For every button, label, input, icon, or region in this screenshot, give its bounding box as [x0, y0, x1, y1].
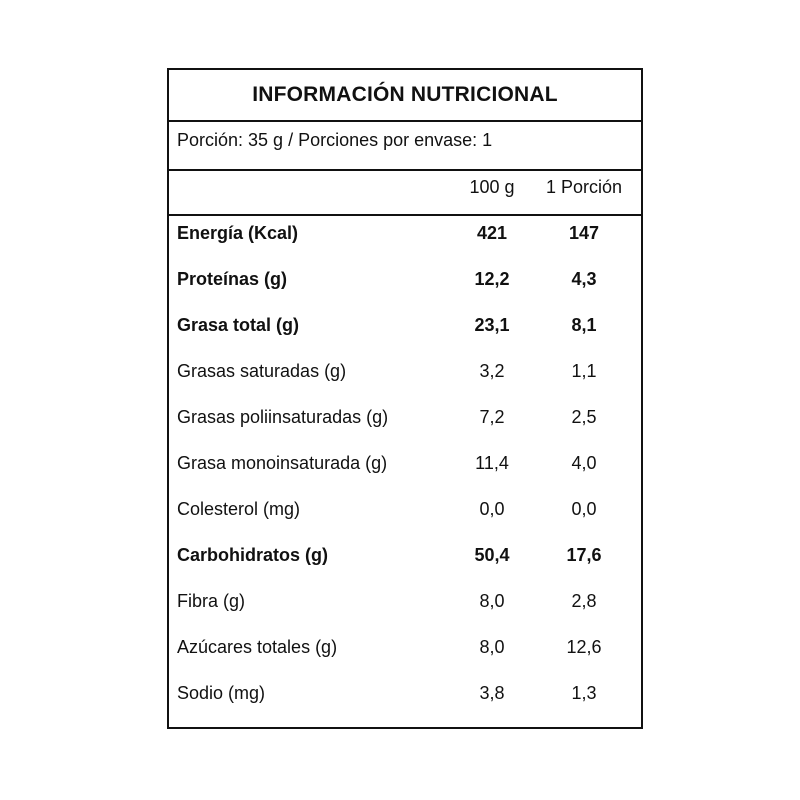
nutrient-value-per-100g: 3,8	[479, 683, 505, 703]
nutrient-name: Grasa monoinsaturada (g)	[177, 453, 388, 473]
nutrient-name: Grasa total (g)	[177, 315, 300, 335]
nutrient-value-per-portion: 1,1	[571, 361, 597, 381]
nutrient-name: Grasas saturadas (g)	[177, 361, 347, 381]
nutrient-name: Carbohidratos (g)	[177, 545, 328, 565]
nutrient-value-per-portion: 4,3	[571, 269, 597, 289]
label-title: INFORMACIÓN NUTRICIONAL	[169, 70, 641, 122]
nutrient-value-per-100g: 8,0	[479, 591, 505, 611]
nutrient-value-per-100g: 11,4	[475, 453, 509, 473]
nutrient-name: Proteínas (g)	[177, 269, 288, 289]
nutrient-name: Colesterol (mg)	[177, 499, 301, 519]
nutrient-value-per-portion: 8,1	[571, 315, 597, 335]
serving-info: Porción: 35 g / Porciones por envase: 1	[169, 122, 641, 171]
nutrient-row-carbohydrates	[169, 538, 641, 584]
nutrient-value-per-100g: 421	[476, 223, 508, 243]
nutrient-row-monounsaturated-fat	[169, 446, 641, 492]
nutrient-value-per-portion: 17,6	[566, 545, 602, 565]
nutrient-value-per-portion: 2,5	[571, 407, 597, 427]
nutrient-row-total-fat	[169, 308, 641, 354]
nutrient-value-per-100g: 23,1	[474, 315, 510, 335]
column-header-per-portion: 1 Porción	[545, 177, 623, 197]
nutrition-facts-label	[167, 68, 643, 729]
nutrient-value-per-portion: 12,6	[566, 637, 602, 657]
nutrient-value-per-100g: 7,2	[479, 407, 505, 427]
column-header-per-100g: 100 g	[469, 177, 515, 197]
nutrient-list	[169, 216, 641, 722]
nutrient-name: Fibra (g)	[177, 591, 246, 611]
nutrient-value-per-portion: 4,0	[571, 453, 597, 473]
nutrient-value-per-100g: 50,4	[474, 545, 510, 565]
nutrient-value-per-portion: 0,0	[571, 499, 597, 519]
column-header-row	[169, 171, 641, 216]
nutrient-row-cholesterol	[169, 492, 641, 538]
nutrient-row-sodium	[169, 676, 641, 722]
nutrient-name: Grasas poliinsaturadas (g)	[177, 407, 389, 427]
nutrient-row-saturated-fat	[169, 354, 641, 400]
nutrient-value-per-100g: 0,0	[479, 499, 505, 519]
nutrient-row-energy	[169, 216, 641, 262]
nutrient-row-fiber	[169, 584, 641, 630]
nutrient-value-per-100g: 8,0	[479, 637, 505, 657]
nutrient-row-polyunsaturated-fat	[169, 400, 641, 446]
nutrient-name: Azúcares totales (g)	[177, 637, 338, 657]
nutrient-row-total-sugars	[169, 630, 641, 676]
nutrient-value-per-portion: 147	[568, 223, 600, 243]
nutrient-value-per-portion: 2,8	[571, 591, 597, 611]
nutrient-name: Sodio (mg)	[177, 683, 266, 703]
nutrient-row-protein	[169, 262, 641, 308]
nutrient-value-per-100g: 12,2	[474, 269, 510, 289]
nutrient-value-per-100g: 3,2	[479, 361, 505, 381]
nutrient-value-per-portion: 1,3	[571, 683, 597, 703]
nutrient-name: Energía (Kcal)	[177, 223, 299, 243]
